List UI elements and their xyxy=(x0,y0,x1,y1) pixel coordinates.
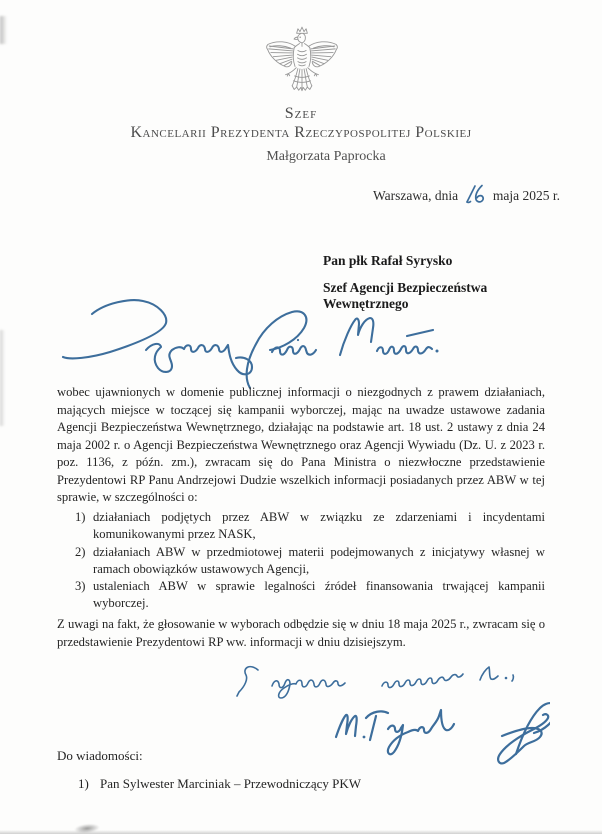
eagle-svg xyxy=(261,22,343,102)
list-item-2-number: 2) xyxy=(75,544,86,559)
list-item-2 xyxy=(75,544,545,579)
handwritten-signature xyxy=(320,692,550,772)
cc-item-1-text: Pan Sylwester Marciniak – Przewodniczący PKW xyxy=(100,776,362,791)
cc-item-1-number: 1) xyxy=(78,776,89,791)
list-item-2-text: działaniach ABW w przedmiotowej materii podejmowanych z inicjatywy własnej w ramach obowiązków ustawowych Agencji, xyxy=(93,544,545,576)
scan-shadow-bottom-edge xyxy=(0,830,602,834)
handwritten-day-svg xyxy=(463,183,489,207)
list-item-3-text: ustaleniach ABW w sprawie legalności źródeł finansowania trwającej kampanii wyborczej. xyxy=(93,579,545,611)
addressee-name: Pan płk Rafał Syrysko xyxy=(323,253,453,268)
list-item-1-text: działaniach podjętych przez ABW w związku ze zdarzeniami i incydentami komunikowanymi przez NASK, xyxy=(93,510,545,542)
dateline-suffix: maja 2025 r. xyxy=(492,188,560,203)
letterhead-title: Szef xyxy=(284,105,318,122)
cc-item-1 xyxy=(78,776,538,792)
dateline xyxy=(373,183,560,207)
handwritten-greeting xyxy=(58,298,443,393)
scan-smudge-top-left xyxy=(0,16,7,44)
handwritten-day xyxy=(463,183,489,207)
dateline-prefix: Warszawa, dnia xyxy=(373,188,459,203)
body-paragraph-2: Z uwagi na fakt, że głosowanie w wyborach odbędzie się w dniu 18 maja 2025 r., zwracam się o przedstawienie Prezydentowi RP ww. informacji w dniu dzisiejszym. xyxy=(57,617,545,649)
list-item-3 xyxy=(75,578,545,613)
addressee-title: Szef Agencji Bezpieczeństwa Wewnętrznego xyxy=(323,279,488,311)
letterhead-signatory-name: Małgorzata Paprocka xyxy=(266,149,386,164)
request-list xyxy=(75,509,545,613)
list-item-1 xyxy=(75,509,545,544)
scan-smudge-bottom-left xyxy=(74,823,101,834)
letterhead-office: Kancelarii Prezydenta Rzeczypospolitej Polskiej xyxy=(130,124,472,141)
list-item-3-number: 3) xyxy=(75,579,86,594)
polish-eagle-emblem-icon xyxy=(261,22,343,102)
body-paragraph-1: wobec ujawnionych w domenie publicznej informacji o niezgodnych z prawem działaniach, mających miejsce w toczącej się kampanii wyborczej, mając na uwadze ustawowe zadania Agencji Bezpieczeństwa Wewnętrznego, działając na podstawie art. 18 ust. 2 ustawy z dnia 24 maja 2002 r. o Agencji Bezpieczeństwa Wewnętrznego oraz Agencji Wywiadu (Dz. U. z 2023 r. poz. 1136, z późn. zm.), zwracam się do Pana Ministra o niezwłoczne przedstawienie Prezydentowi RP Panu Andrzejowi Dudzie wszelkich informacji posiadanych przez ABW w tej sprawie, w szczególności o: xyxy=(57,385,545,504)
cc-label: Do wiadomości: xyxy=(57,748,143,763)
list-item-1-number: 1) xyxy=(75,510,86,524)
scan-smudge-left-edge xyxy=(0,330,5,426)
